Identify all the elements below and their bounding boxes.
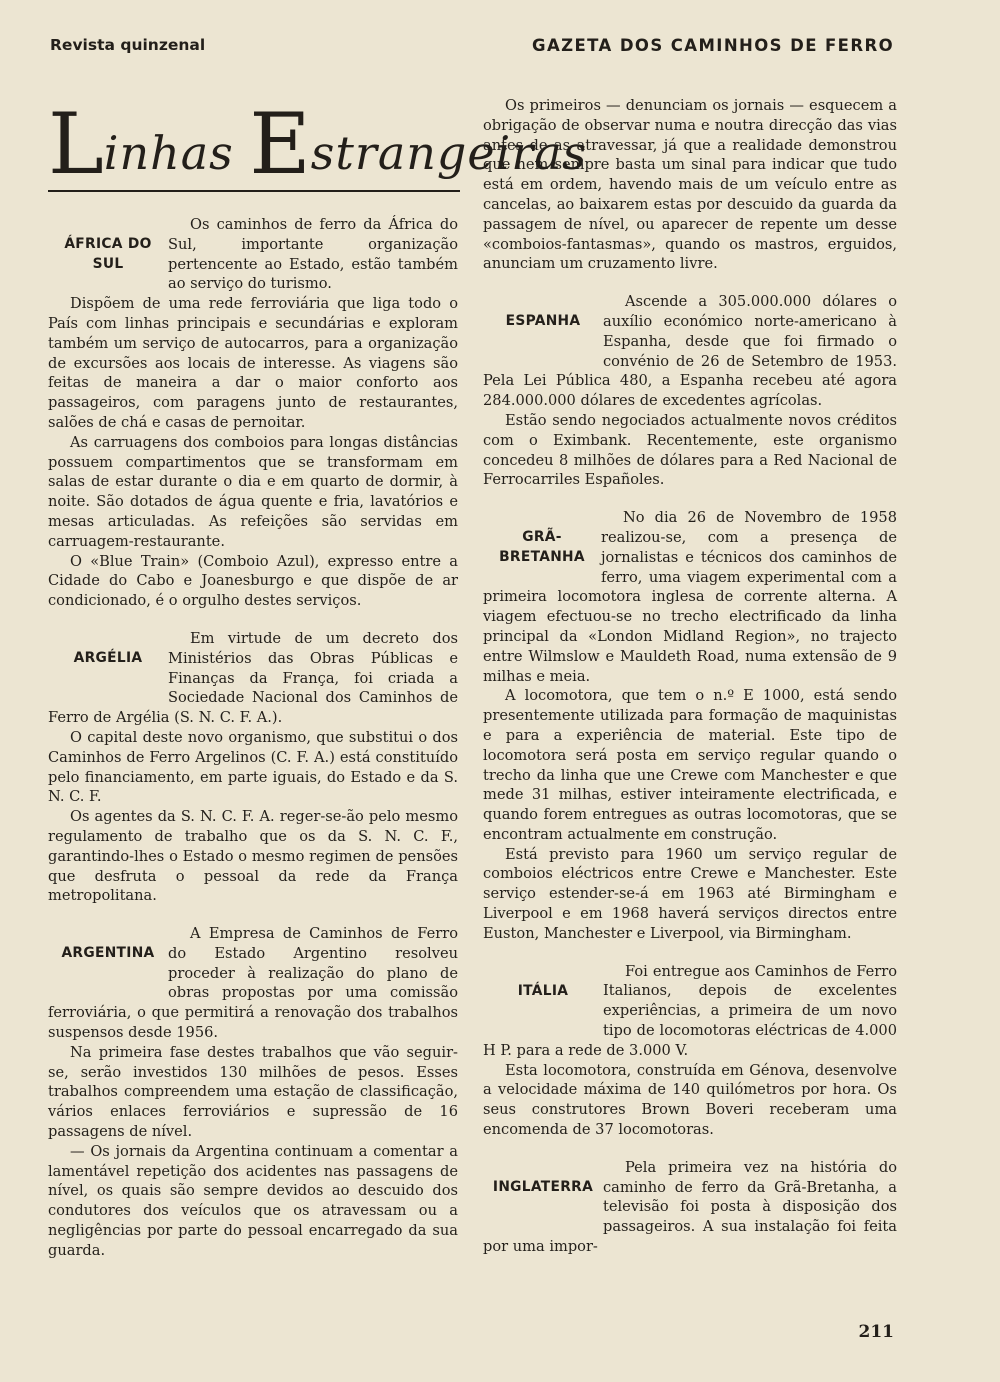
paragraph: As carruagens dos comboios para longas distâncias possuem compartimentos que se transformam em salas de estar durante o dia e em quarto de dormir, à noite. São dotados de água quente e fria, lavatórios e mesas articuladas. As refeições são servidas em carruagem-restaurante. [48, 433, 458, 550]
title-initial-e: E [249, 95, 311, 193]
section-africa-do-sul [48, 215, 458, 611]
article-title [48, 95, 588, 193]
paragraph: Os agentes da S. N. C. F. A. reger-se-ão pelo mesmo regulamento de trabalho que os da S. N. C. F., garantindo-lhes o Estado o mesmo regimen de pensões que desfruta o pessoal da rede da França metropolitana. [48, 808, 458, 905]
paragraph: Os primeiros — denunciam os jornais — esquecem a obrigação de observar numa e noutra direcção das vias antes de as atravessar, já que a realidade demonstrou que nem sempre basta um sinal para indicar que tudo está em ordem, havendo mais de um veículo entre as cancelas, ao baixarem estas por descuido da guarda da passagem de nível, ou aparecer de repente um desse «comboios-fantasmas», quando os mastros, erguidos, anunciam um cruzamento livre. [483, 97, 897, 273]
paragraph: Estão sendo negociados actualmente novos créditos com o Eximbank. Recentemente, este organismo concedeu 8 milhões de dólares para a Red Nacional de Ferrocarriles Españoles. [483, 411, 897, 489]
magazine-tagline: Revista quinzenal [50, 36, 206, 54]
paragraph: A Empresa de Caminhos de Ferro do Estado Argentino resolveu proceder à realização do plano de obras propostas por uma comissão ferroviária, o que permitirá a renovação dos trabalhos suspensos desde 1956. [48, 925, 458, 1042]
paragraph: Foi entregue aos Caminhos de Ferro Italianos, depois de excelentes experiências, a primeira de um novo tipo de locomotoras eléctricas de 4.000 H P. para a rede de 3.000 V. [483, 962, 897, 1059]
right-column [483, 96, 897, 1257]
paragraph: Está previsto para 1960 um serviço regular de comboios eléctricos entre Crewe e Manchester. Este serviço estender-se-á em 1963 até Birmingham e Liverpool e em 1968 haverá serviços directos entre Euston, Manchester e Liverpool, via Birmingham. [483, 845, 897, 942]
section-argentina [48, 924, 458, 1261]
paragraph: O «Blue Train» (Comboio Azul), expresso entre a Cidade do Cabo e Joanesburgo e que dispõe de ar condicionado, é o orgulho destes serviços. [48, 552, 458, 610]
country-heading: ARGÉLIA [73, 649, 143, 666]
title-word-1: inhas [103, 126, 250, 180]
paragraph: Esta locomotora, construída em Génova, desenvolve a velocidade máxima de 140 quilómetros por hora. Os seus construtores Brown Boveri receberam uma encomenda de 37 locomotoras. [483, 1061, 897, 1139]
paragraph: Na primeira fase destes trabalhos que vão seguir-se, serão investidos 130 milhões de pesos. Esses trabalhos compreendem uma estação de classificação, vários enlaces ferroviários e supressão de 16 passagens de nível. [48, 1043, 458, 1141]
country-heading: ESPANHA [505, 313, 581, 330]
paragraph: Em virtude de um decreto dos Ministérios das Obras Públicas e Finanças da França, foi criada a Sociedade Nacional dos Caminhos de Ferro de Argélia (S. N. C. F. A.). [48, 629, 458, 727]
country-heading: ÁFRICA DO SUL [64, 236, 152, 272]
section-espanha [483, 292, 897, 490]
magazine-title: GAZETA DOS CAMINHOS DE FERRO [532, 36, 894, 55]
paragraph: Ascende a 305.000.000 dólares o auxílio económico norte-americano à Espanha, desde que foi firmado o convénio de 26 de Setembro de 1953. Pela Lei Pública 480, a Espanha recebeu até agora 284.000.000 dólares de excedentes agrícolas. [483, 293, 897, 410]
section-inglaterra [483, 1158, 897, 1257]
section-gra-bretanha [483, 508, 897, 944]
paragraph: A locomotora, que tem o n.º E 1000, está sendo presentemente utilizada para formação de maquinistas e para a experiência de material. Este tipo de locomotora será posta em serviço regular quando o trecho da linha que une Crewe com Manchester e que mede 31 milhas, estiver inteiramente electrificada, e quando forem entregues as outras locomotoras, que se encontram actualmente em construção. [483, 687, 897, 843]
title-word-2: strangeiras [310, 126, 588, 180]
country-heading: ARGENTINA [61, 945, 155, 962]
section-argelia [48, 629, 458, 906]
paragraph: — Os jornais da Argentina continuam a comentar a lamentável repetição dos acidentes nas passagens de nível, os quais são sempre devidos ao descuido dos condutores dos veículos que os atravessam ou a negligências por parte do pessoal encarregado da sua guarda. [48, 1142, 458, 1259]
title-initial-l: L [48, 95, 104, 193]
section-italia [483, 962, 897, 1140]
paragraph: Os caminhos de ferro da África do Sul, importante organização pertencente ao Estado, estão também ao serviço do turismo. [168, 216, 458, 293]
paragraph: O capital deste novo organismo, que substitui o dos Caminhos de Ferro Argelinos (C. F. A.) está constituído pelo financiamento, em parte iguais, do Estado e da S. N. C. F. [48, 728, 458, 806]
paragraph: Dispõem de uma rede ferroviária que liga todo o País com linhas principais e secundárias e exploram também um serviço de autocarros, para a organização de excursões aos locais de interesse. As viagens são feitas de maneira a dar o maior conforto aos passageiros, com paragens junto de restaurantes, salões de chá e casas de pernoitar. [48, 295, 458, 431]
paragraph: No dia 26 de Novembro de 1958 realizou-se, com a presença de jornalistas e técnicos dos caminhos de ferro, uma viagem experimental com a primeira locomotora inglesa de corrente alterna. A viagem efectuou-se no trecho electrificado da linha principal da «London Midland Region», no trajecto entre Wilmslow e Mauldeth Road, numa extensão de 9 milhas e meia. [483, 509, 897, 685]
country-heading: INGLATERRA [492, 1178, 594, 1195]
page-number: 211 [858, 1322, 894, 1342]
section-argentina-continued [483, 96, 897, 274]
country-heading: ITÁLIA [517, 982, 569, 999]
paragraph: Pela primeira vez na história do caminho de ferro da Grã-Bretanha, a televisão foi posta à disposição dos passageiros. A sua instalação foi feita por uma impor- [483, 1158, 897, 1256]
left-column [48, 215, 458, 1261]
country-heading: GRÃ-BRETANHA [499, 529, 585, 566]
